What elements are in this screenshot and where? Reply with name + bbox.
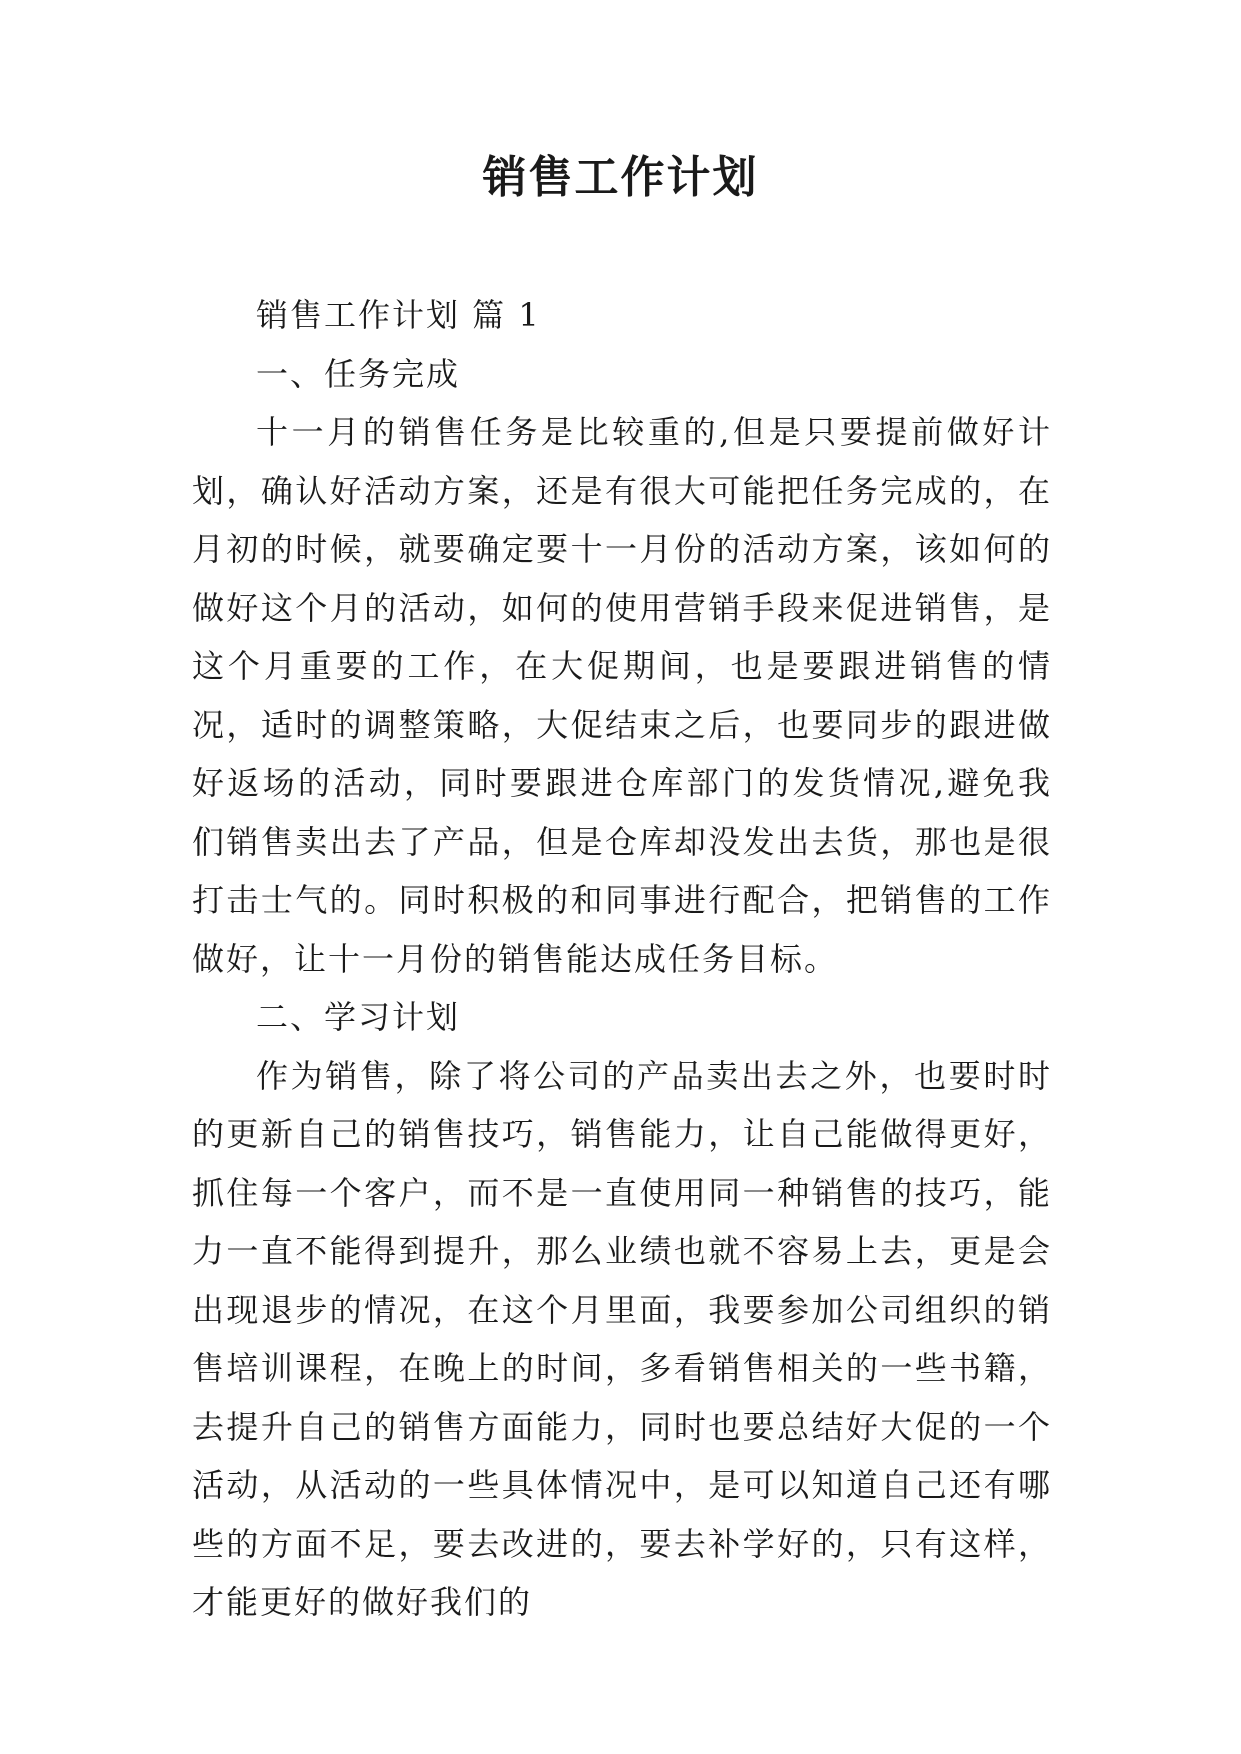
section-heading-task-completion: 一、任务完成	[256, 354, 461, 393]
paragraph-study-plan: 作为销售，除了将公司的产品卖出去之外，也要时时的更新自己的销售技巧，销售能力，让自己能做得更好，抓住每一个客户，而不是一直使用同一种销售的技巧，能力一直不能得到提升，那么业绩也就不容易上去，更是会出现退步的情况，在这个月里面，我要参加公司组织的销售培训课程，在晚上的时间，多看销售相关的一些书籍，去提升自己的销售方面能力，同时也要总结好大促的一个活动，从活动的一些具体情况中，是可以知道自己还有哪些的方面不足，要去改进的，要去补学好的，只有这样，才能更好的做好我们的	[192, 1056, 1052, 1621]
paragraph-task-completion: 十一月的销售任务是比较重的,但是只要提前做好计划，确认好活动方案，还是有很大可能把任务完成的，在月初的时候，就要确定要十一月份的活动方案，该如何的做好这个月的活动，如何的使用营销手段来促进销售，是这个月重要的工作，在大促期间，也是要跟进销售的情况，适时的调整策略，大促结束之后，也要同步的跟进做好返场的活动，同时要跟进仓库部门的发货情况,避免我们销售卖出去了产品，但是仓库却没发出去货，那也是很打击士气的。同时积极的和同事进行配合，把销售的工作做好，让十一月份的销售能达成任务目标。	[192, 413, 1052, 978]
section-heading-plan-1: 销售工作计划 篇 1	[256, 296, 541, 334]
section-heading-study-plan: 二、学习计划	[256, 998, 461, 1036]
document-body	[192, 286, 1052, 1632]
document-title: 销售工作计划	[482, 152, 759, 203]
